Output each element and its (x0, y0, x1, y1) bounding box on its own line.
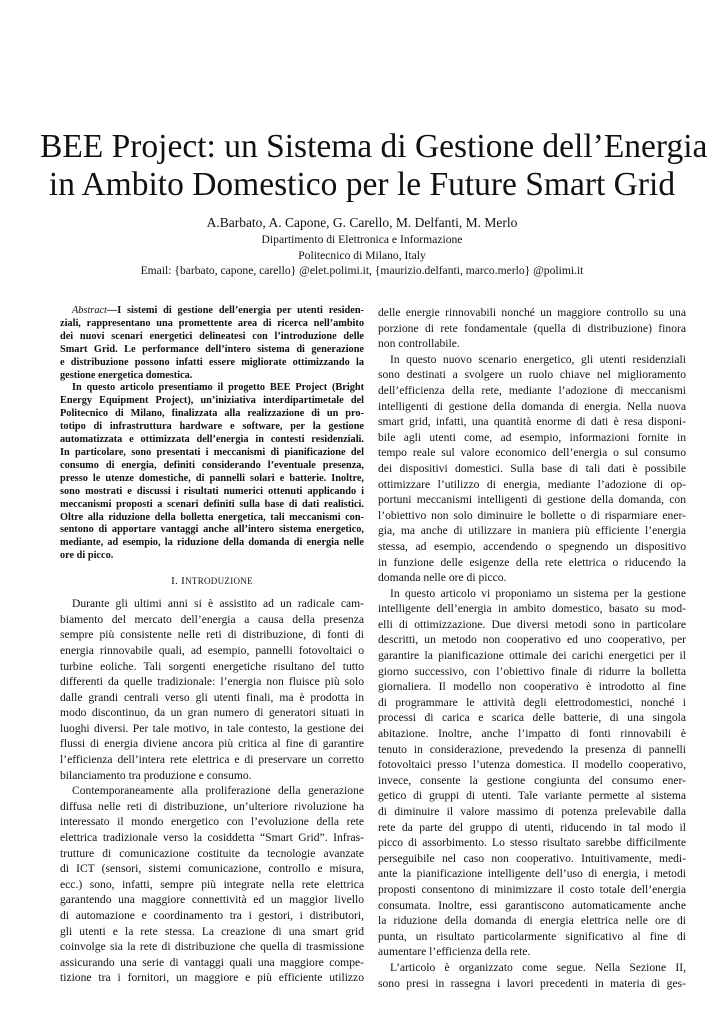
text-line: luoghi diversi. Per tale motivo, in tale contesto, la gestione dei (60, 721, 364, 735)
text-line: ziali, rappresentano una promettente area di ricerca nell’ambito (60, 317, 364, 329)
text-line: invece, consente la gestione congiunta del consumo ener- (378, 773, 686, 787)
text-line: sono mostrati e discussi i risultati numerici ottenuti applicando i (60, 485, 364, 497)
text-line: portuni meccanismi intelligenti di gestione della domanda, con (378, 493, 686, 507)
text-line: In questo articolo presentiamo il progetto BEE Project (Bright (72, 382, 364, 394)
text-line: diffusa nelle reti di distribuzione, un’ulteriore rivoluzione ha (60, 799, 364, 813)
text-line: sono presi in rassegna i lavori precedenti in materia di ges- (378, 976, 686, 990)
text-line: di ICT (sensori, sistemi comunicazione, controllo e misura, (60, 862, 364, 876)
text-line: In particolare, sono presentati i meccanismi di pianificazione del (60, 446, 364, 458)
text-line: ante la pianificazione intelligente dell’uso di energia, i metodi (378, 867, 686, 881)
text-line: mediante, ad esempio, la riduzione della domanda di energia nelle (60, 537, 364, 549)
text-line: delle energie rinnovabili nonché un maggiore controllo su una (378, 306, 686, 319)
text-line: smart grid, infatti, una quantità enorme di dati è resa disponi- (378, 415, 686, 429)
text-line: in funzione delle esigenze della rete elettrica o riducendo la (378, 555, 686, 569)
text-line: differenti da quelle tradizionale: l’energia non fluisce più solo (60, 675, 364, 689)
affiliation-university: Politecnico di Milano, Italy (298, 248, 426, 262)
abstract-label: Abstract (72, 305, 107, 316)
title-line: in Ambito Domestico per le Future Smart Grid (48, 166, 676, 203)
text-line: la riduzione della domanda di energia elettrica nelle ore di (378, 914, 686, 928)
text-line: Energy Equipment Project), un’iniziativa interdipartimetale del (60, 395, 364, 407)
text-line: di programmare le attività degli elettrodomestici, nonché i (378, 695, 686, 709)
text-line: abitazione. Inoltre, anche l’impatto di fonti rinnovabili è (378, 727, 686, 741)
text-line: giorno successivo, con l’obiettivo finale di ridurre la bolletta (378, 664, 686, 678)
text-line: coinvolge sia la rete di distribuzione che quella di trasmissione (60, 940, 364, 954)
text-line: processi di carica e scarica delle batterie, di una singola (378, 711, 686, 725)
text-line: dalle grandi centrali verso gli utenti finali, ma è prodotta in (60, 690, 364, 704)
text-line: ore di picco. (60, 550, 114, 562)
text-line: gia, ma anche di utilizzare in maniera più efficiente l’energia (378, 524, 686, 538)
left-column (60, 305, 364, 986)
text-line: domanda nelle ore di picco. (378, 571, 507, 585)
text-line: energia rinnovabile quali, ad esempio, pannelli fotovoltaici o (60, 643, 364, 657)
text-line: trutture di comunicazione costituite da tecnologie avanzate (60, 846, 364, 860)
text-line (60, 305, 364, 318)
text-line: In questo articolo vi proponiamo un sistema per la gestione (390, 586, 686, 600)
title-line: BEE Project: un Sistema di Gestione dell’Energia (40, 128, 708, 165)
text-line: e distribuzione possono infatti essere migliorate ottimizzando la (60, 356, 364, 368)
paragraph (378, 352, 686, 586)
text-line: biamento del mercato dell’energia a causa della presenza (60, 612, 364, 626)
text-line: L’articolo è organizzato come segue. Nella Sezione II, (390, 960, 686, 974)
text-line: Contemporaneamente alla proliferazione della generazione (72, 784, 364, 798)
text-line: tempo reale sul valore economico dell’energia o sul consumo (378, 446, 686, 460)
text-line: interessato il mondo energetico con l’evoluzione della rete (60, 815, 364, 829)
text-line: sentono di apportare vantaggi anche all’intero sistema energetico, (60, 524, 364, 536)
text-line: sempre più consistente nelle reti di distribuzione, di fonti di (60, 628, 364, 642)
text-line: aumentare l’efficienza della rete. (378, 945, 531, 959)
text-line: tizione tra i fornitori, un maggiore e più efficiente utilizzo (60, 971, 364, 985)
text-line: Politecnico di Milano, finalizzata alla realizzazione di un pro- (60, 408, 364, 420)
text-line: tenuto in considerazione, prevedendo la presenza di pannelli (378, 742, 686, 756)
text-line: meccanismi proposti a scenari definiti sulla base di dati realistici. (60, 498, 364, 510)
text-line: bilanciamento tra produzione e consumo. (60, 768, 252, 782)
text-line: gestione energetica domestica. (60, 369, 193, 381)
paragraph (60, 783, 364, 986)
text-line: non controllabile. (378, 337, 460, 351)
text-line: Durante gli ultimi anni si è assistito ad un radicale cam- (72, 597, 364, 611)
text-line: Smart Grid. Le performance dell’intero sistema di generazione (60, 343, 364, 355)
left-body (60, 596, 364, 986)
text-line: bile agli utenti come, ad esempio, informazioni fornite in (378, 430, 686, 444)
text-line: porzione di rete fondamentale (quella di distribuzione) finora (378, 321, 686, 335)
text-line: perseguibile nel caso non cooperativo. Intuitivamente, medi- (378, 851, 686, 865)
text-line: automatizzata e ottimizzata dell’energia in contesti residenziali. (60, 434, 364, 446)
text-line: garantendo una maggiore connettività ed un maggior livello (60, 893, 364, 907)
text-line: turbine eoliche. Tali sorgenti energetiche risultano del tutto (60, 659, 364, 673)
text-line: dei nuovi scenari energetici delineatesi con l’introduzione delle (60, 330, 364, 342)
text-line: Oltre alla riduzione della bolletta energetica, tali meccanismi con- (60, 511, 364, 523)
text-line: di diminuire il valore massimo di potenza prelevabile dalla (378, 805, 686, 818)
text-line: ottimizzare l’utilizzo di energia, mediante l’adozione di op- (378, 477, 686, 491)
text-line: elli di ottimizzazione. Due diversi metodi sono in particolare (378, 617, 686, 631)
text-line: giornaliera. Il modello non cooperativo è introdotto al fine (378, 680, 686, 694)
text-line: rete da parte del gruppo di utenti, riducendo in tal modo il (378, 820, 686, 834)
affiliation-department: Dipartimento di Elettronica e Informazione (261, 233, 463, 246)
paragraph (378, 586, 686, 960)
abstract (60, 305, 364, 563)
text-line: assicurando una serie di vantaggi quali una maggiore compe- (60, 955, 364, 969)
paragraph (378, 305, 686, 352)
text-line: elettrica tradizionale verso la cosiddetta “Smart Grid”. Infras- (60, 831, 364, 845)
text-line: getico di gruppi di utenti. Tale variante permette al sistema (378, 789, 686, 803)
text-line: presso le utenze domestiche, di pannelli solari e batterie. Inoltre, (60, 472, 364, 484)
text-line: flussi di energia diviene ancora più critica al fine di garantire (60, 737, 364, 751)
affiliation-email: Email: {barbato, capone, carello} @elet.polimi.it, {maurizio.delfanti, marco.merlo} @polimi.it (140, 264, 584, 277)
text-line: In questo nuovo scenario energetico, gli utenti residenziali (390, 352, 686, 366)
text-line: garantire la pianificazione ottimale dei carichi energetici per il (378, 649, 686, 663)
text-line: totipo di infrastruttura hardware e software, per la gestione (60, 421, 364, 433)
paper-title (40, 128, 708, 204)
text-line: stessa, ad esempio, accendendo o spegnendo un dispositivo (378, 539, 686, 553)
right-column (378, 305, 686, 991)
text-line: proposti consentono di minimizzare il costo totale dell’energia (378, 882, 686, 896)
text-line: gli utenti e la rete stessa. La creazione di una smart grid (60, 924, 364, 938)
authors: A.Barbato, A. Capone, G. Carello, M. Delfanti, M. Merlo (206, 215, 518, 230)
text-line: intelligente dell’energia in ambito domestico, basato su mod- (378, 602, 686, 616)
text-line: l’obiettivo non solo diminuire le bollette o di risparmiare ener- (378, 508, 686, 522)
paragraph (60, 596, 364, 783)
text-line: sono destinati a svolgere un ruolo chiave nel miglioramento (378, 368, 686, 382)
text-line: punta, un risultato particolarmente significativo al fine di (378, 929, 686, 943)
text-line: ecc.) sono, infatti, sempre più integrate nella rete elettrica (60, 877, 364, 891)
paragraph (378, 960, 686, 991)
section-heading: I. INTRODUZIONE (171, 575, 253, 588)
text-line: descritti, un metodo non cooperativo ed uno cooperativo, per (378, 633, 686, 647)
author-block (40, 214, 684, 279)
text-line: l’efficienza dell’intera rete elettrica e di preservare un corretto (60, 753, 364, 767)
text-line: dell’efficienza della rete, mediante l’adozione di meccanismi (378, 383, 686, 397)
text-line: consumo di energia, definiti considerando l’eventuale presenza, (60, 459, 364, 471)
text-line: dei dispositivi domestici. Sulla base di tali dati è possibile (378, 461, 686, 475)
text-line: modo discontinuo, da un gran numero di generatori situati in (60, 706, 364, 720)
text-line: consumata. Inoltre, essi garantiscono automaticamente anche (378, 898, 686, 912)
text-line: fotovoltaici presso l’utenza domestica. Il modello cooperativo, (378, 758, 686, 772)
abstract-text: —I sistemi di gestione dell’energia per utenti residen- (106, 305, 364, 316)
text-line: di automazione e coordinamento tra i gestori, i distributori, (60, 909, 364, 922)
text-line: picco di assorbimento. Lo stesso risultato sarebbe difficilmente (378, 836, 686, 850)
text-line: intelligenti di gestione della domanda di energia. Nella nuova (378, 399, 686, 413)
